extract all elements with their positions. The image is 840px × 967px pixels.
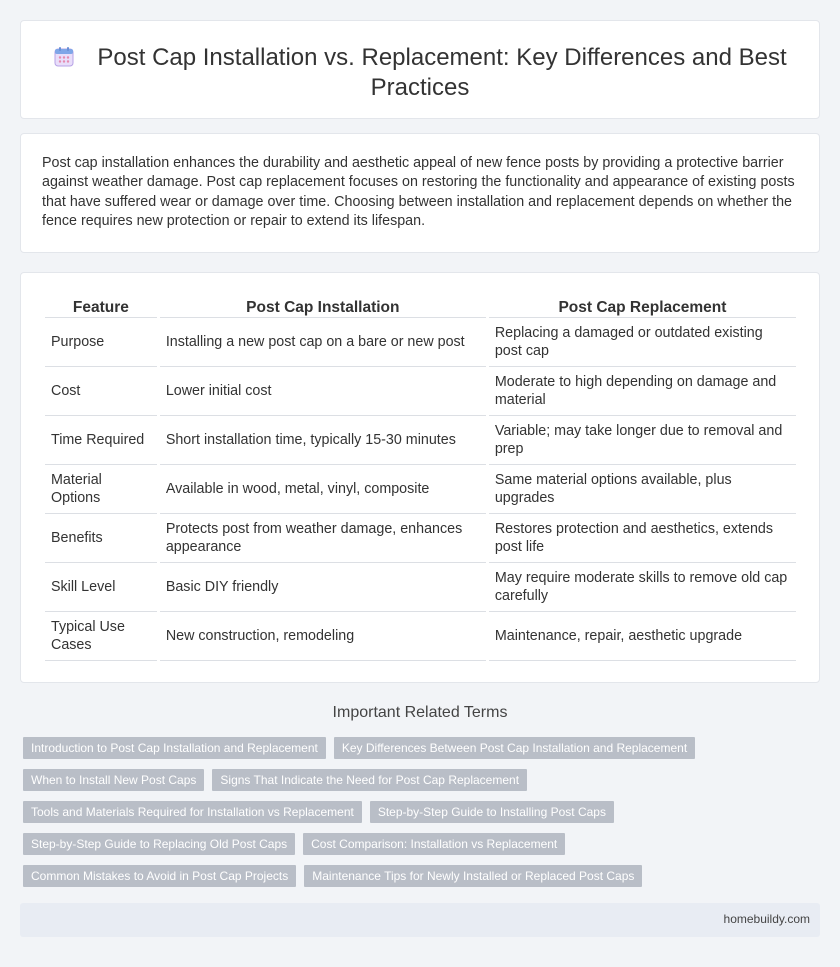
intro-card — [20, 133, 820, 253]
related-terms-heading: Important Related Terms — [332, 704, 508, 721]
intro-paragraph: Post cap installation enhances the durability and aesthetic appeal of new fence posts by providing a protective barrier against weather damage. Post cap replacement focuses on restoring the functionality and appearance of existing posts that have suffered wear or damage over time. Choosing between installation and replacement depends on whether the fence requires new protection or repair to extend its lifespan. — [42, 155, 795, 229]
feature-cell: Cost — [45, 367, 157, 416]
related-terms-list — [23, 737, 723, 887]
related-term-link[interactable]: When to Install New Post Caps — [23, 769, 204, 791]
table-row — [45, 367, 796, 416]
related-term-link[interactable]: Introduction to Post Cap Installation and Replacement — [23, 737, 326, 759]
replacement-cell: Variable; may take longer due to removal and prep — [489, 416, 796, 465]
table-row — [45, 416, 796, 465]
replacement-cell: Same material options available, plus upgrades — [489, 465, 796, 514]
installation-cell: Installing a new post cap on a bare or new post — [160, 318, 486, 367]
page-title-text: Post Cap Installation vs. Replacement: Key Differences and Best Practices — [97, 44, 787, 101]
comparison-card — [20, 272, 820, 683]
page-title — [21, 43, 819, 103]
table-row — [45, 465, 796, 514]
feature-cell: Time Required — [45, 416, 157, 465]
replacement-cell: Restores protection and aesthetics, extends post life — [489, 514, 796, 563]
comparison-table — [42, 296, 799, 661]
related-term-link[interactable]: Step-by-Step Guide to Replacing Old Post Caps — [23, 833, 295, 855]
table-header-row — [45, 296, 796, 318]
related-term-link[interactable]: Cost Comparison: Installation vs Replacement — [303, 833, 565, 855]
installation-cell: Short installation time, typically 15-30 minutes — [160, 416, 486, 465]
table-row — [45, 563, 796, 612]
related-term-link[interactable]: Maintenance Tips for Newly Installed or Replaced Post Caps — [304, 865, 642, 887]
replacement-cell: Maintenance, repair, aesthetic upgrade — [489, 612, 796, 661]
installation-cell: Available in wood, metal, vinyl, composite — [160, 465, 486, 514]
site-name[interactable]: homebuildy.com — [723, 912, 810, 926]
related-term-link[interactable]: Tools and Materials Required for Installation vs Replacement — [23, 801, 362, 823]
installation-cell: Lower initial cost — [160, 367, 486, 416]
table-row — [45, 514, 796, 563]
header-feature: Feature — [45, 296, 157, 318]
replacement-cell: May require moderate skills to remove old cap carefully — [489, 563, 796, 612]
related-term-link[interactable]: Key Differences Between Post Cap Installation and Replacement — [334, 737, 695, 759]
feature-cell: Benefits — [45, 514, 157, 563]
feature-cell: Purpose — [45, 318, 157, 367]
feature-cell: Material Options — [45, 465, 157, 514]
related-term-link[interactable]: Step-by-Step Guide to Installing Post Caps — [370, 801, 614, 823]
installation-cell: New construction, remodeling — [160, 612, 486, 661]
calendar-icon — [53, 46, 75, 68]
header-replacement: Post Cap Replacement — [489, 296, 796, 318]
replacement-cell: Replacing a damaged or outdated existing post cap — [489, 318, 796, 367]
related-term-link[interactable]: Signs That Indicate the Need for Post Cap Replacement — [212, 769, 527, 791]
installation-cell: Basic DIY friendly — [160, 563, 486, 612]
installation-cell: Protects post from weather damage, enhances appearance — [160, 514, 486, 563]
feature-cell: Skill Level — [45, 563, 157, 612]
replacement-cell: Moderate to high depending on damage and material — [489, 367, 796, 416]
footer — [20, 903, 820, 937]
header-card — [20, 20, 820, 119]
header-installation: Post Cap Installation — [160, 296, 486, 318]
table-row — [45, 612, 796, 661]
related-term-link[interactable]: Common Mistakes to Avoid in Post Cap Projects — [23, 865, 296, 887]
feature-cell: Typical Use Cases — [45, 612, 157, 661]
table-row — [45, 318, 796, 367]
